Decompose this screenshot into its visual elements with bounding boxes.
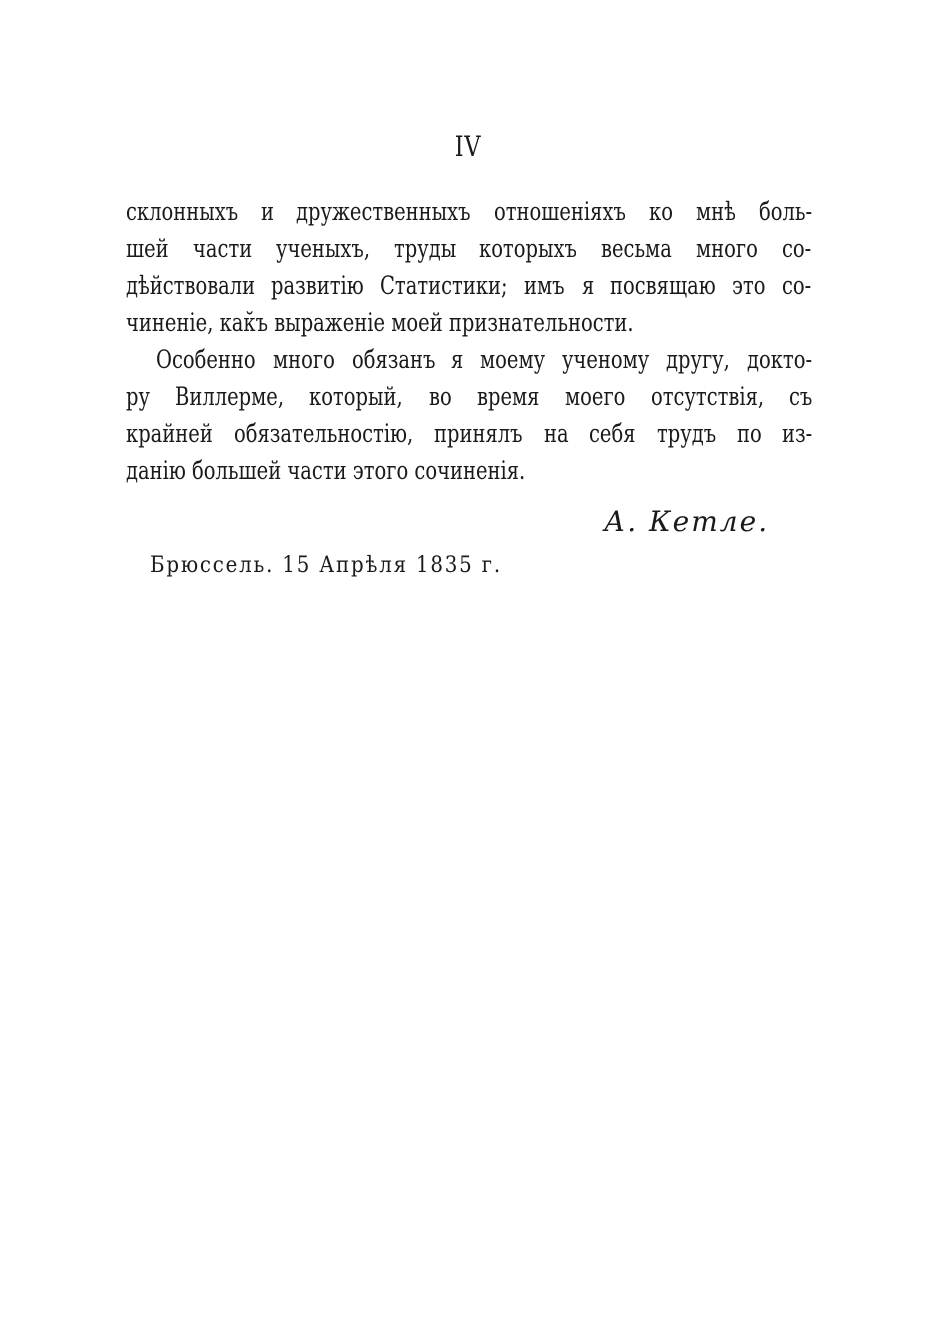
word: мнѣ: [695, 197, 736, 226]
word: крайней: [126, 419, 213, 448]
word: много: [696, 234, 758, 263]
word: шей: [126, 234, 169, 263]
word: весьма: [601, 234, 672, 263]
word: я: [451, 345, 464, 374]
word: ко: [649, 197, 674, 226]
text-line-1: [126, 192, 812, 232]
line-text: чиненіе, как̆ъ выраженіе моей признательности.: [126, 308, 634, 337]
word: Виллерме,: [175, 382, 285, 411]
word: боль-: [758, 197, 812, 226]
word: имъ: [524, 271, 565, 300]
word: и: [260, 197, 274, 226]
text-line-2: [126, 229, 812, 269]
word: принялъ: [434, 419, 523, 448]
word: со-: [782, 271, 812, 300]
author-signature: А. Кетле.: [604, 505, 770, 538]
word: склонныхъ: [126, 197, 239, 226]
word: со-: [782, 234, 812, 263]
word: моему: [479, 345, 546, 374]
text-line-8: [126, 451, 812, 491]
word: части: [192, 234, 253, 263]
word: труды: [393, 234, 456, 263]
word: посвящаю: [610, 271, 716, 300]
text-line-3: [126, 266, 812, 306]
word: много: [272, 345, 335, 374]
word: обязанъ: [351, 345, 436, 374]
line-text: данію большей части этого сочиненія.: [126, 456, 526, 485]
text-line-7: [126, 414, 812, 454]
word: дружественныхъ: [296, 197, 471, 226]
word: который,: [309, 382, 403, 411]
word: себя: [589, 419, 636, 448]
place-date-line: Брюссель. 15 Апрѣля 1835 г.: [150, 553, 502, 578]
word: ру: [126, 382, 150, 411]
word: во: [428, 382, 452, 411]
word: я: [581, 271, 595, 300]
word: докто-: [746, 345, 812, 374]
word: на: [543, 419, 569, 448]
text-line-4: [126, 303, 812, 343]
word: отсутствія,: [650, 382, 764, 411]
word: из-: [782, 419, 813, 448]
word: ученому: [562, 345, 650, 374]
word: по: [736, 419, 762, 448]
word: ученыхъ,: [275, 234, 370, 263]
word: съ: [789, 382, 813, 411]
word: отношеніяхъ: [494, 197, 626, 226]
page-number: IV: [454, 130, 482, 163]
word: Особенно: [156, 345, 256, 374]
word: дѣйствовали: [126, 271, 256, 300]
text-line-5: [156, 340, 812, 380]
word: это: [732, 271, 766, 300]
word: трудъ: [656, 419, 716, 448]
word: развитію: [271, 271, 364, 300]
word: Статистики;: [380, 271, 508, 300]
word: обязательностію,: [234, 419, 414, 448]
word: моего: [564, 382, 626, 411]
text-line-6: [126, 377, 812, 417]
word: время: [477, 382, 540, 411]
word: которыхъ: [479, 234, 578, 263]
word: другу,: [665, 345, 730, 374]
